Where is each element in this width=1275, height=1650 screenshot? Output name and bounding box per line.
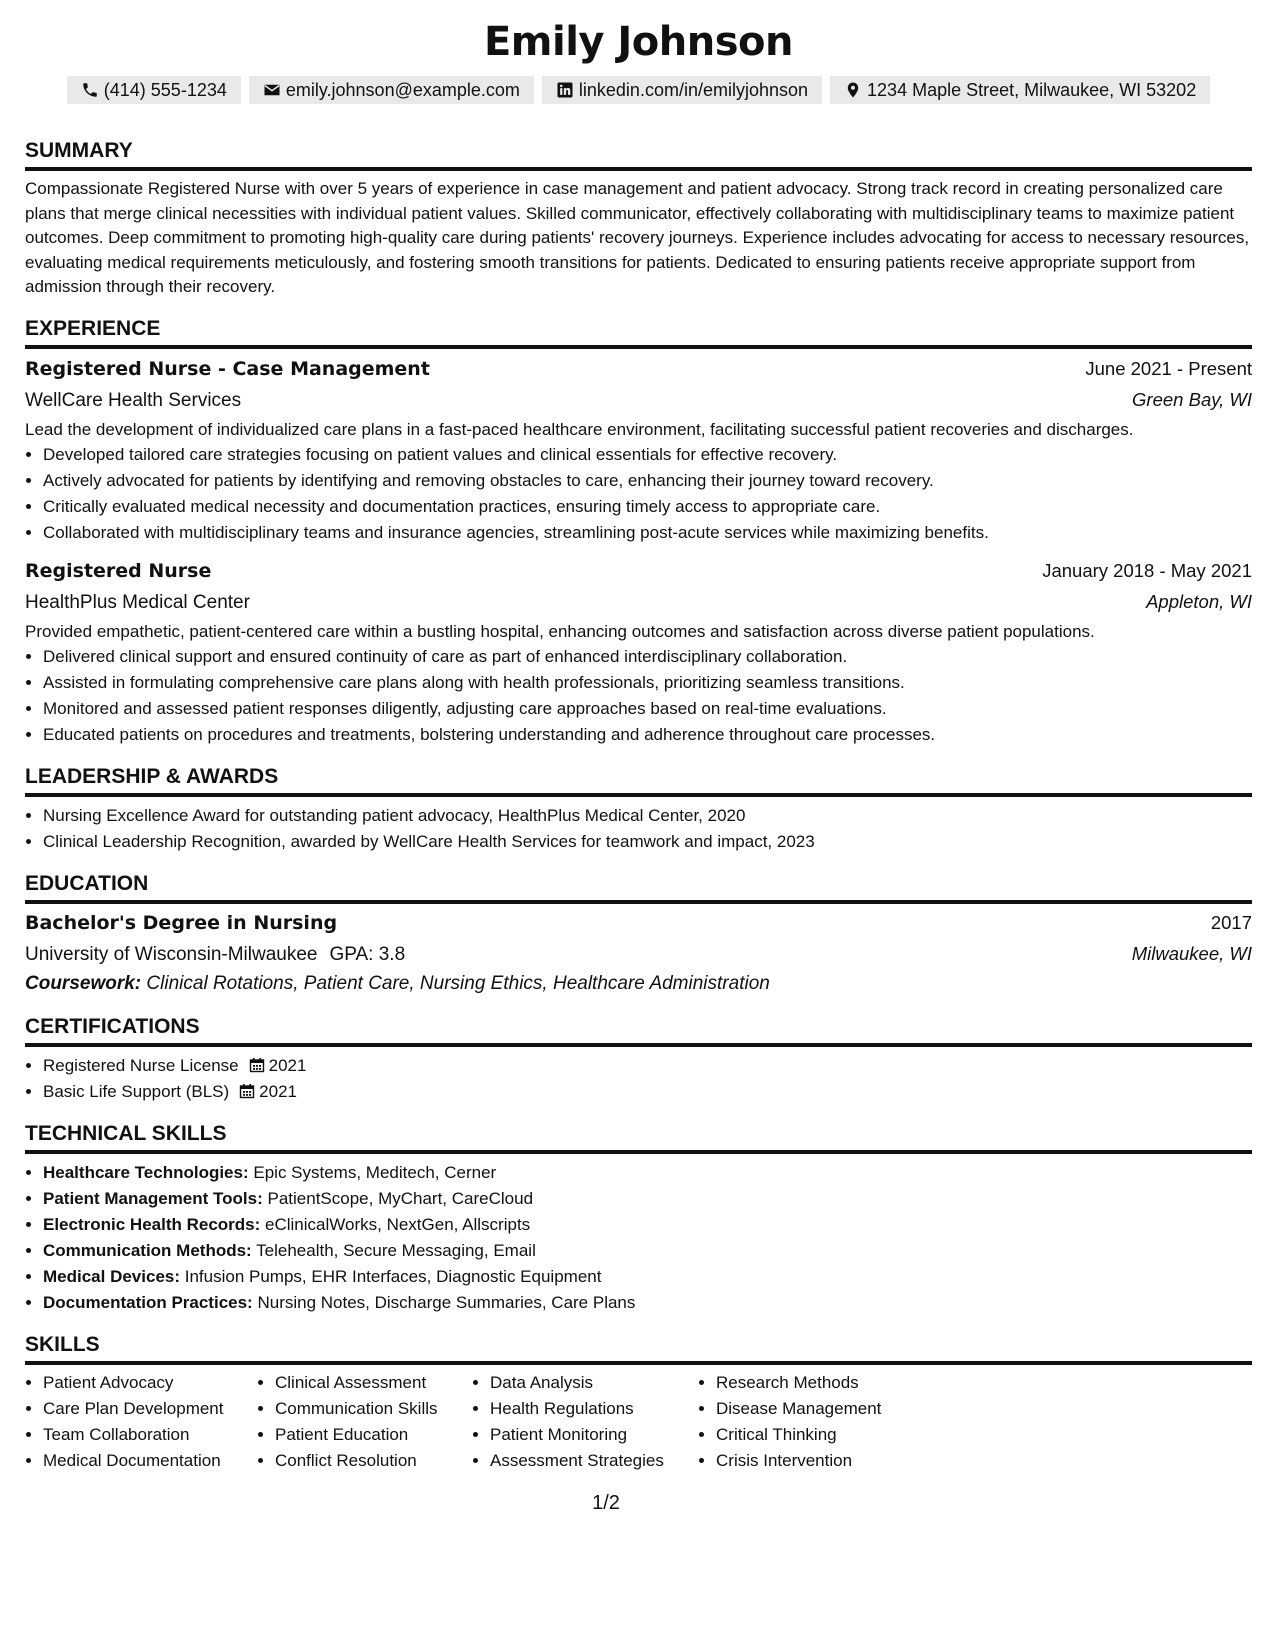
certification-year: 2021 <box>268 1055 307 1075</box>
envelope-icon <box>263 81 281 99</box>
job-description: Lead the development of individualized care plans in a fast-paced healthcare environment, facilitating successful patient recoveries and discharges. <box>25 419 1134 439</box>
graduation-year: 2017 <box>1210 911 1252 933</box>
awards-list <box>25 803 1252 855</box>
section-title: SKILLS <box>25 1332 1252 1365</box>
skills-column <box>472 1370 698 1474</box>
skill-item: • Patient Monitoring <box>490 1422 698 1448</box>
bullet-item: • Monitored and assessed patient responses diligently, adjusting care approaches based on real-time evaluations. <box>43 696 1252 722</box>
section-title: LEADERSHIP & AWARDS <box>25 764 1252 797</box>
job-title: Registered Nurse <box>25 559 212 582</box>
contact-linkedin[interactable] <box>542 76 822 104</box>
technical-skills-section <box>25 1121 1252 1316</box>
gpa: GPA: 3.8 <box>329 943 406 965</box>
technical-skill-item <box>43 1160 1252 1186</box>
skills-column <box>257 1370 472 1474</box>
technical-skill-item <box>43 1264 1252 1290</box>
bullet-item: • Actively advocated for patients by identifying and removing obstacles to care, enhancing their journey toward recovery. <box>43 468 1252 494</box>
technical-skill-item <box>43 1212 1252 1238</box>
skill-category: Communication Methods: <box>43 1240 252 1260</box>
skill-values: Nursing Notes, Discharge Summaries, Care Plans <box>257 1292 636 1312</box>
skills-column <box>698 1370 928 1474</box>
school-name: University of Wisconsin-Milwaukee <box>25 943 318 965</box>
page-number: 1/2 <box>592 1492 620 1514</box>
candidate-name: Emily Johnson <box>483 19 793 65</box>
skills-grid <box>25 1370 1252 1474</box>
skill-item: • Medical Documentation <box>43 1448 257 1474</box>
job-header <box>25 556 1252 586</box>
skill-category: Healthcare Technologies: <box>43 1162 249 1182</box>
coursework-label: Coursework: <box>25 972 142 994</box>
skill-category: Electronic Health Records: <box>43 1214 261 1234</box>
technical-skill-item <box>43 1238 1252 1264</box>
certification-item <box>43 1079 1252 1105</box>
calendar-icon <box>249 1057 265 1073</box>
skills-column <box>25 1370 257 1474</box>
certifications-list <box>25 1053 1252 1105</box>
map-pin-icon <box>844 81 862 99</box>
job-entry <box>25 354 1252 546</box>
job-date: June 2021 - Present <box>1085 357 1252 379</box>
skill-category: Patient Management Tools: <box>43 1188 263 1208</box>
skill-item: • Critical Thinking <box>716 1422 928 1448</box>
bullet-item: • Critically evaluated medical necessity and documentation practices, ensuring timely access to appropriate care. <box>43 494 1252 520</box>
skill-item: • Health Regulations <box>490 1396 698 1422</box>
coursework-list: Clinical Rotations, Patient Care, Nursing Ethics, Healthcare Administration <box>146 972 770 994</box>
bullet-item: • Developed tailored care strategies focusing on patient values and clinical essentials for effective recovery. <box>43 442 1252 468</box>
section-title: TECHNICAL SKILLS <box>25 1121 1252 1154</box>
company-name: HealthPlus Medical Center <box>25 591 250 613</box>
resume-page <box>25 18 1252 1474</box>
skill-item: • Patient Education <box>275 1422 472 1448</box>
skill-category: Documentation Practices: <box>43 1292 253 1312</box>
job-location: Green Bay, WI <box>1132 388 1252 410</box>
skill-values: Telehealth, Secure Messaging, Email <box>256 1240 536 1260</box>
job-subheader <box>25 586 1252 618</box>
address-text: 1234 Maple Street, Milwaukee, WI 53202 <box>867 80 1197 100</box>
job-title: Registered Nurse - Case Management <box>25 357 430 380</box>
contact-row <box>25 76 1252 104</box>
bullet-item: • Assisted in formulating comprehensive care plans along with health professionals, prioritizing seamless transitions. <box>43 670 1252 696</box>
skill-values: Infusion Pumps, EHR Interfaces, Diagnostic Equipment <box>184 1266 602 1286</box>
technical-skill-item <box>43 1290 1252 1316</box>
skill-item: • Data Analysis <box>490 1370 698 1396</box>
job-location: Appleton, WI <box>1146 590 1252 612</box>
job-date: January 2018 - May 2021 <box>1042 559 1252 581</box>
job-description: Provided empathetic, patient-centered care within a bustling hospital, enhancing outcomes and satisfaction across diverse patient populations. <box>25 621 1095 641</box>
contact-phone[interactable] <box>67 76 241 104</box>
job-header <box>25 354 1252 384</box>
job-bullets <box>25 644 1252 748</box>
skill-item: • Conflict Resolution <box>275 1448 472 1474</box>
leadership-section <box>25 764 1252 855</box>
section-title: EXPERIENCE <box>25 316 1252 349</box>
school-location: Milwaukee, WI <box>1131 942 1252 964</box>
summary-section <box>25 138 1252 300</box>
degree: Bachelor's Degree in Nursing <box>25 911 338 934</box>
skill-item: • Communication Skills <box>275 1396 472 1422</box>
skill-item: • Crisis Intervention <box>716 1448 928 1474</box>
calendar-icon <box>239 1083 255 1099</box>
experience-section <box>25 316 1252 748</box>
phone-text: (414) 555-1234 <box>103 80 227 100</box>
skill-values: Epic Systems, Meditech, Cerner <box>253 1162 497 1182</box>
section-title: SUMMARY <box>25 138 1252 171</box>
summary-text: Compassionate Registered Nurse with over 5 years of experience in case management and patient advocacy. Strong track record in creating personalized care plans that merge clinical necessities with individual patient values. Skilled communicator, effectively collaborating with multidisciplinary teams to maximize patient outcomes. Deep commitment to promoting high-quality care during patients' recovery journeys. Experience includes advocating for access to necessary resources, evaluating medical requirements meticulously, and fostering smooth transitions for patients. Dedicated to ensuring patients receive appropriate support from admission through their recovery. <box>25 179 1250 297</box>
certification-year: 2021 <box>259 1081 297 1101</box>
skill-item: • Disease Management <box>716 1396 928 1422</box>
skill-item: • Assessment Strategies <box>490 1448 698 1474</box>
bullet-item: • Delivered clinical support and ensured continuity of care as part of enhanced interdisciplinary collaboration. <box>43 644 1252 670</box>
linkedin-text: linkedin.com/in/emilyjohnson <box>578 80 809 100</box>
skill-item: • Clinical Assessment <box>275 1370 472 1396</box>
contact-email[interactable] <box>249 76 534 104</box>
email-text: emily.johnson@example.com <box>285 80 520 100</box>
skill-item: • Care Plan Development <box>43 1396 257 1422</box>
skill-values: eClinicalWorks, NextGen, Allscripts <box>265 1214 531 1234</box>
award-item: • Nursing Excellence Award for outstanding patient advocacy, HealthPlus Medical Center, 2020 <box>43 803 1252 829</box>
skill-values: PatientScope, MyChart, CareCloud <box>267 1188 534 1208</box>
phone-icon <box>81 81 99 99</box>
technical-skill-item <box>43 1186 1252 1212</box>
job-entry <box>25 556 1252 748</box>
skill-category: Medical Devices: <box>43 1266 181 1286</box>
job-list <box>25 354 1252 748</box>
contact-address[interactable] <box>830 76 1210 104</box>
skill-item: • Team Collaboration <box>43 1422 257 1448</box>
header <box>25 18 1252 104</box>
job-subheader <box>25 384 1252 416</box>
skill-item: • Patient Advocacy <box>43 1370 257 1396</box>
section-title: EDUCATION <box>25 871 1252 904</box>
certifications-section <box>25 1014 1252 1105</box>
certification-item <box>43 1053 1252 1079</box>
technical-skills-list <box>25 1160 1252 1316</box>
linkedin-icon <box>556 81 574 99</box>
certification-name: Basic Life Support (BLS) <box>43 1081 230 1101</box>
skills-section <box>25 1332 1252 1474</box>
certification-name: Registered Nurse License <box>43 1055 239 1075</box>
award-item: • Clinical Leadership Recognition, awarded by WellCare Health Services for teamwork and impact, 2023 <box>43 829 1252 855</box>
education-section <box>25 871 1252 998</box>
company-name: WellCare Health Services <box>25 389 242 411</box>
section-title: CERTIFICATIONS <box>25 1014 1252 1047</box>
bullet-item: • Educated patients on procedures and treatments, bolstering understanding and adherence throughout care processes. <box>43 722 1252 748</box>
job-bullets <box>25 442 1252 546</box>
bullet-item: • Collaborated with multidisciplinary teams and insurance agencies, streamlining post-acute services while maximizing benefits. <box>43 520 1252 546</box>
skill-item: • Research Methods <box>716 1370 928 1396</box>
